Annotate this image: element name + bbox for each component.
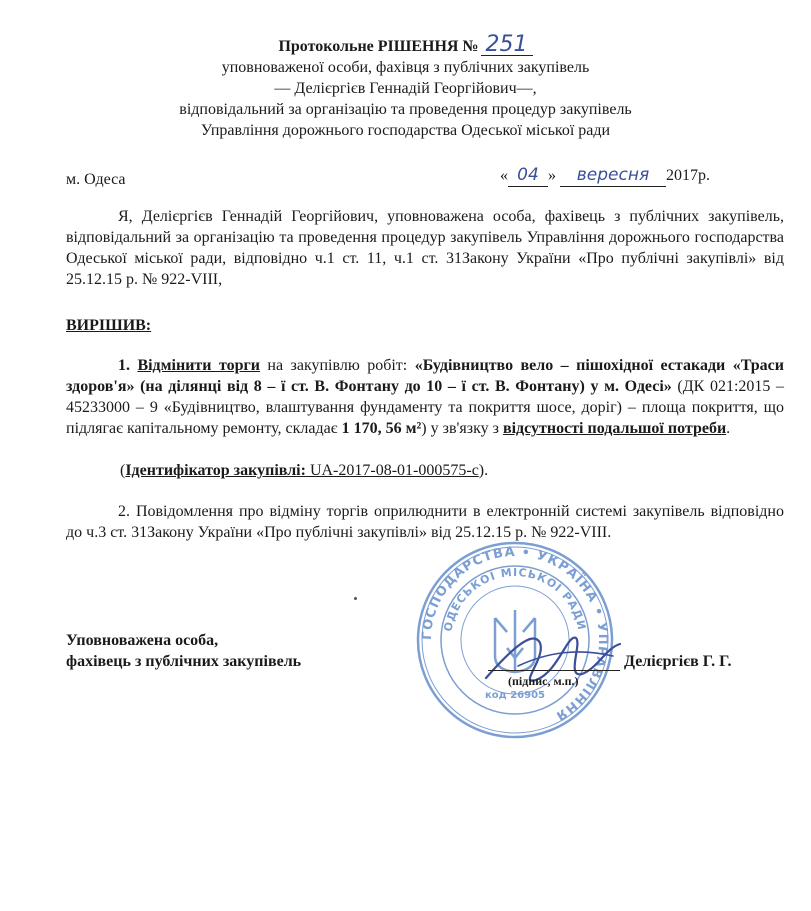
handwritten-day: 04 xyxy=(508,165,548,187)
cancel-tender-phrase: Відмінити торги xyxy=(137,357,260,374)
document-header xyxy=(0,34,811,141)
header-line-5: Управління дорожнього господарства Одеської міської ради xyxy=(200,122,611,139)
decision-item-2: 2. Повідомлення про відміну торгів оприлюднити в електронній системі закупівель відповідно до ч.3 ст. 31Закону України «Про публічні закупівлі» від 25.12.15 р. № 922-VIII. xyxy=(66,503,784,541)
decision-item-1: 1. Відмінити торги на закупівлю робіт: «Будівництво вело – пішохідної естакади «Траси здоров'я» (на ділянці від 8 – ї ст. В. Фонтану до 10 – ї ст. В. Фонтану) у м. Одесі» (ДК 021:2015 – 45233000 – 9 «Будівництво, влаштування фундаменту та покриття шосе, доріг) – площа покриття, що підлягає капітальному ремонту, складає 1 170, 56 м²) у зв'язку з відсутності подальшої потреби. xyxy=(66,357,785,437)
identifier-value: UA-2017-08-01-000575-с xyxy=(305,462,479,479)
document-date: « 04 » вересня 2017р. xyxy=(500,165,710,185)
procurement-subject: «Будівництво вело – пішохідної естакади «Траси здоров'я» (на ділянці від 8 – ї ст. В. Фонтану до 10 – ї ст. В. Фонтану) у м. Одесі» xyxy=(66,357,784,395)
header-line-2: уповноваженої особи, фахівця з публічних закупівель xyxy=(221,59,590,76)
signatory-name: Делієргієв Г. Г. xyxy=(624,653,732,670)
decided-heading: ВИРІШИВ: xyxy=(66,317,152,334)
header-line-4: відповідальний за організацію та проведення процедур закупівель xyxy=(179,101,632,118)
procurement-identifier: (Ідентифікатор закупівлі: UA-2017-08-01-000575-с). xyxy=(120,462,489,479)
area-value: 1 170, 56 м² xyxy=(341,420,422,437)
stamp-inner-text: ОДЕСЬКОЇ МІСЬКОЇ РАДИ xyxy=(441,565,589,633)
identifier-label: Ідентифікатор закупівлі: xyxy=(125,462,306,479)
intro-paragraph: Я, Делієргієв Геннадій Георгійович, уповноважена особа, фахівець з публічних закупівель, відповідальний за організацію та проведення процедур закупівель Управління дорожнього господарства Одеської міської ради, відповідно ч.1 ст. 11, ч.1 ст. 31Закону України «Про публічні закупівлі» від 25.12.15 р. № 922-VIII, xyxy=(66,208,784,288)
document-title: Протокольне РІШЕННЯ № 251 xyxy=(0,34,811,57)
cancel-reason: відсутності подальшої потреби xyxy=(502,420,727,437)
stamp-code: код 26905 xyxy=(484,690,546,701)
signature-caption: (підпис, м.п.) xyxy=(508,674,579,688)
place-of-issue: м. Одеса xyxy=(66,171,126,188)
signatory-title: Уповноважена особа, фахівець з публічних закупівель xyxy=(66,632,302,670)
handwritten-month: вересня xyxy=(560,165,666,187)
header-line-3: — Делієргієв Геннадій Георгійович—, xyxy=(274,80,537,97)
handwritten-document-number: 251 xyxy=(481,34,533,56)
stamp-outer-text: ГОСПОДАРСТВА • УКРАЇНА • УПРАВЛІННЯ xyxy=(419,544,611,724)
ink-dot xyxy=(354,597,357,600)
